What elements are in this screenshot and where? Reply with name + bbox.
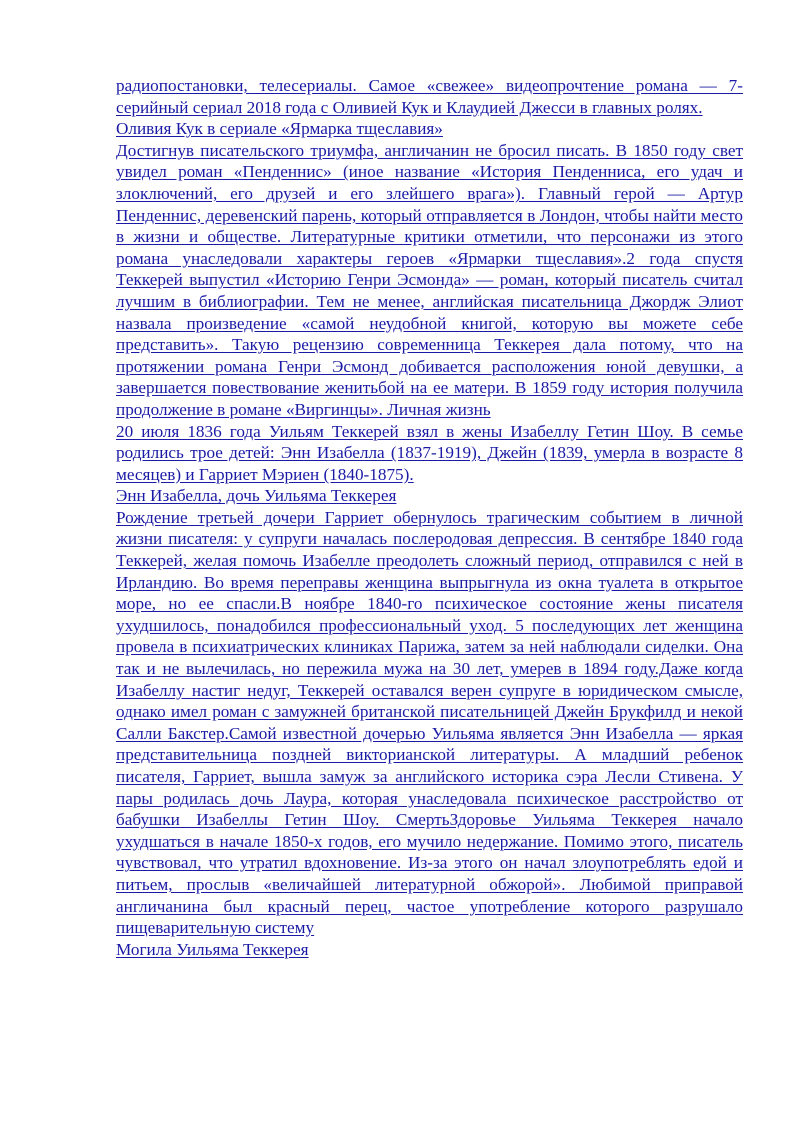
caption-anne-isabella[interactable]: Энн Изабелла, дочь Уильяма Теккерея xyxy=(116,486,397,506)
paragraph-marriage[interactable]: 20 июля 1836 года Уильям Теккерей взял в жены Изабеллу Гетин Шоу. В семье родились трое детей: Энн Изабелла (1837-1919), Джейн (1839, умерла в возрасте 8 месяцев) и Гарриет Мэриен (1840-1875). xyxy=(116,421,743,484)
caption-grave[interactable]: Могила Уильяма Теккерея xyxy=(116,939,309,959)
paragraph-pendennis-esmond[interactable]: Достигнув писательского триумфа, англичанин не бросил писать. В 1850 году свет увидел роман «Пенденнис» (иное название «История Пенденниса, его удач и злоключений, его друзей и его злейшего врага»). Главный герой — Артур Пенденнис, деревенский парень, который отправляется в Лондон, чтобы найти место в жизни и обществе. Литературные критики отметили, что персонажи из этого романа унаследовали характеры героев «Ярмарки тщеславия».2 года спустя Теккерей выпустил «Историю Генри Эсмонда» — роман, который писатель считал лучшим в библиографии. Тем не менее, английская писательница Джордж Элиот назвала произведение «самой неудобной книгой, которую вы можете себе представить». Такую рецензию современница Теккерея дала потому, что на протяжении романа Генри Эсмонд добивается расположения юной девушки, а завершается повествование женитьбой на ее матери. В 1859 году история получила продолжение в романе «Виргинцы». Личная жизнь xyxy=(116,140,743,419)
paragraph-series-adaptations[interactable]: радиопостановки, телесериалы. Самое «свежее» видеопрочтение романа — 7-серийный сериал 2018 года с Оливией Кук и Клаудией Джесси в главных ролях. xyxy=(116,76,743,117)
paragraph-wife-illness[interactable]: Рождение третьей дочери Гарриет обернулось трагическим событием в личной жизни писателя: у супруги началась послеродовая депрессия. В сентябре 1840 года Теккерей, желая помочь Изабелле преодолеть сложный период, отправился с ней в Ирландию. Во время переправы женщина выпрыгнула из окна туалета в открытое море, но ее спасли.В ноябре 1840-го психическое состояние жены писателя ухудшилось, понадобился профессиональный уход. 5 последующих лет женщина провела в психиатрических клиниках Парижа, затем за ней наблюдали сиделки. Она так и не вылечилась, но пережила мужа на 30 лет, умерев в 1894 году.Даже когда Изабеллу настиг недуг, Теккерей оставался верен супруге в юридическом смысле, однако имел роман с замужней британской писательницей Джейн Брукфилд и некой Салли Бакстер.Самой известной дочерью Уильяма является Энн Изабелла — яркая представительница поздней викторианской литературы. А младший ребенок писателя, Гарриет, вышла замуж за английского историка сэра Лесли Стивена. У пары родилась дочь Лаура, которая унаследовала психическое расстройство от бабушки Изабеллы Гетин Шоу. СмертьЗдоровье Уильяма Теккерея начало ухудшаться в начале 1850-х годов, его мучило недержание. Помимо этого, писатель чувствовал, что утратил вдохновение. Из-за этого он начал злоупотреблять едой и питьем, прослыв «величайшей литературной обжорой». Любимой приправой англичанина был красный перец, частое употребление которого разрушало пищеварительную систему xyxy=(116,507,743,938)
caption-olivia-cooke[interactable]: Оливия Кук в сериале «Ярмарка тщеславия» xyxy=(116,119,443,139)
